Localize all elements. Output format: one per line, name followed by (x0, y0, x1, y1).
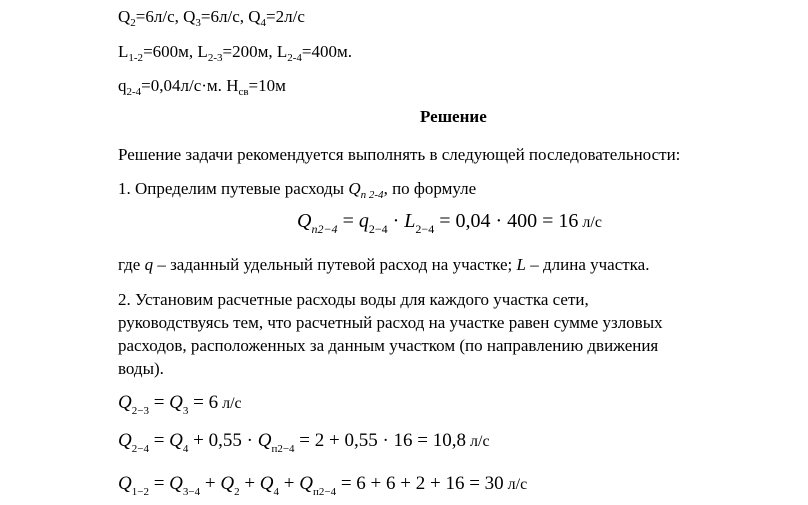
eq-b-lhs-subscript: 2−4 (131, 443, 149, 455)
l24-symbol: L (276, 42, 288, 61)
formula-q: q (358, 210, 369, 232)
equation-q24 (118, 431, 490, 459)
eq-b-qp-subscript: п2−4 (271, 443, 295, 455)
l23-subscript: 2-3 (207, 52, 223, 64)
eq-c-q34-subscript: 3−4 (182, 486, 201, 498)
l12-subscript: 1-2 (128, 52, 144, 64)
eq-c-plus-3: + (279, 473, 300, 494)
where-prefix: где (118, 255, 145, 274)
formula-lhs: Q (297, 210, 312, 232)
step-2-line-1: 2. Установим расчетные расходы воды для каждого участка сети, (118, 290, 589, 309)
eq-a-q3: Q (169, 392, 183, 413)
solution-intro: Решение задачи рекомендуется выполнять в следующей последовательности: (118, 145, 681, 164)
formula-q-subscript: 2−4 (368, 222, 388, 236)
specific-flow-value: =0,04л/с·м. (141, 76, 227, 95)
step-1-suffix: , по формуле (383, 179, 477, 198)
q3-symbol: Q (183, 7, 196, 26)
eq-b-qp: Q (257, 430, 272, 451)
l12-value: =600м, (143, 42, 198, 61)
eq-c-q2-subscript: 2 (234, 486, 240, 498)
q3-value: =6л/с, (200, 7, 249, 26)
eq-c-q2: Q (220, 473, 235, 494)
solution-heading: Решение (420, 107, 487, 126)
eq-a-q3-subscript: 3 (182, 405, 189, 417)
eq-b-equals: = (148, 430, 170, 451)
eq-c-qp-subscript: п2−4 (312, 486, 337, 498)
l23-symbol: L (197, 42, 208, 61)
equation-q23 (118, 393, 242, 421)
where-q: q (144, 255, 154, 274)
eq-b-lhs: Q (118, 430, 132, 451)
eq-c-value: = 6 + 6 + 2 + 16 = 30 (336, 473, 504, 494)
eq-b-q4-subscript: 4 (182, 443, 189, 455)
step-2-line-3: расходов, расположенных за данным участком (по направлению движения (118, 336, 659, 355)
where-explanation (118, 255, 649, 275)
q2-value: =6л/с, (135, 7, 184, 26)
formula-l-subscript: 2−4 (415, 222, 435, 236)
eq-c-equals: = (148, 473, 170, 494)
head-symbol: H (226, 76, 239, 95)
given-specific-line (118, 76, 286, 102)
eq-c-q4-subscript: 4 (273, 486, 280, 498)
formula-lhs-subscript: п2−4 (311, 222, 338, 236)
step-1-text (118, 179, 476, 205)
l12-symbol: L (118, 42, 129, 61)
where-q-description: – заданный удельный путевой расход на участке; (153, 255, 517, 274)
q4-subscript: 4 (260, 17, 267, 29)
eq-a-unit: л/с (218, 395, 242, 412)
q2-symbol: Q (118, 7, 131, 26)
l24-value: =400м. (301, 42, 353, 61)
eq-b-unit: л/с (466, 433, 490, 450)
formula-unit: л/с (578, 214, 602, 231)
given-lengths-line (118, 42, 352, 68)
eq-c-lhs: Q (118, 473, 132, 494)
eq-b-q4: Q (169, 430, 183, 451)
eq-a-lhs: Q (118, 392, 132, 413)
eq-b-value: = 2 + 0,55 · 16 = 10,8 (294, 430, 467, 451)
step-1-symbol: Q (348, 179, 361, 198)
formula-result: = 0,04 · 400 = 16 (434, 210, 579, 232)
q3-subscript: 3 (195, 17, 201, 29)
equation-q12 (118, 474, 527, 502)
step-1-subscript: п 2-4 (360, 189, 384, 201)
head-value: =10м (248, 76, 286, 95)
q4-value: =2л/с (266, 7, 305, 26)
eq-c-plus-2: + (239, 473, 260, 494)
eq-b-coefficient: + 0,55 · (188, 430, 258, 451)
eq-a-equals: = (148, 392, 170, 413)
given-flows-line (118, 7, 305, 33)
eq-c-q4: Q (259, 473, 274, 494)
l24-subscript: 2-4 (287, 52, 302, 64)
step-1-prefix: 1. Определим путевые расходы (118, 179, 349, 198)
eq-c-lhs-subscript: 1−2 (131, 486, 149, 498)
q4-symbol: Q (248, 7, 261, 26)
head-subscript: св (238, 86, 249, 98)
step-2-line-4: воды). (118, 359, 164, 378)
where-l: L (516, 255, 526, 274)
eq-c-plus-1: + (200, 473, 221, 494)
eq-a-lhs-subscript: 2−3 (131, 405, 149, 417)
l23-value: =200м, (222, 42, 277, 61)
specific-flow-subscript: 2-4 (126, 86, 142, 98)
formula-dot: · (387, 210, 405, 232)
eq-a-value: = 6 (188, 392, 219, 413)
eq-c-q34: Q (169, 473, 183, 494)
where-l-description: – длина участка. (525, 255, 650, 274)
q2-subscript: 2 (130, 17, 136, 29)
formula-path-flow (297, 211, 602, 239)
eq-c-qp: Q (299, 473, 313, 494)
formula-l: L (404, 210, 416, 232)
specific-flow-symbol: q (118, 76, 127, 95)
eq-c-unit: л/с (503, 476, 528, 493)
formula-equals: = (337, 210, 359, 232)
step-2-line-2: руководствуясь тем, что расчетный расход на участке равен сумме узловых (118, 313, 663, 332)
